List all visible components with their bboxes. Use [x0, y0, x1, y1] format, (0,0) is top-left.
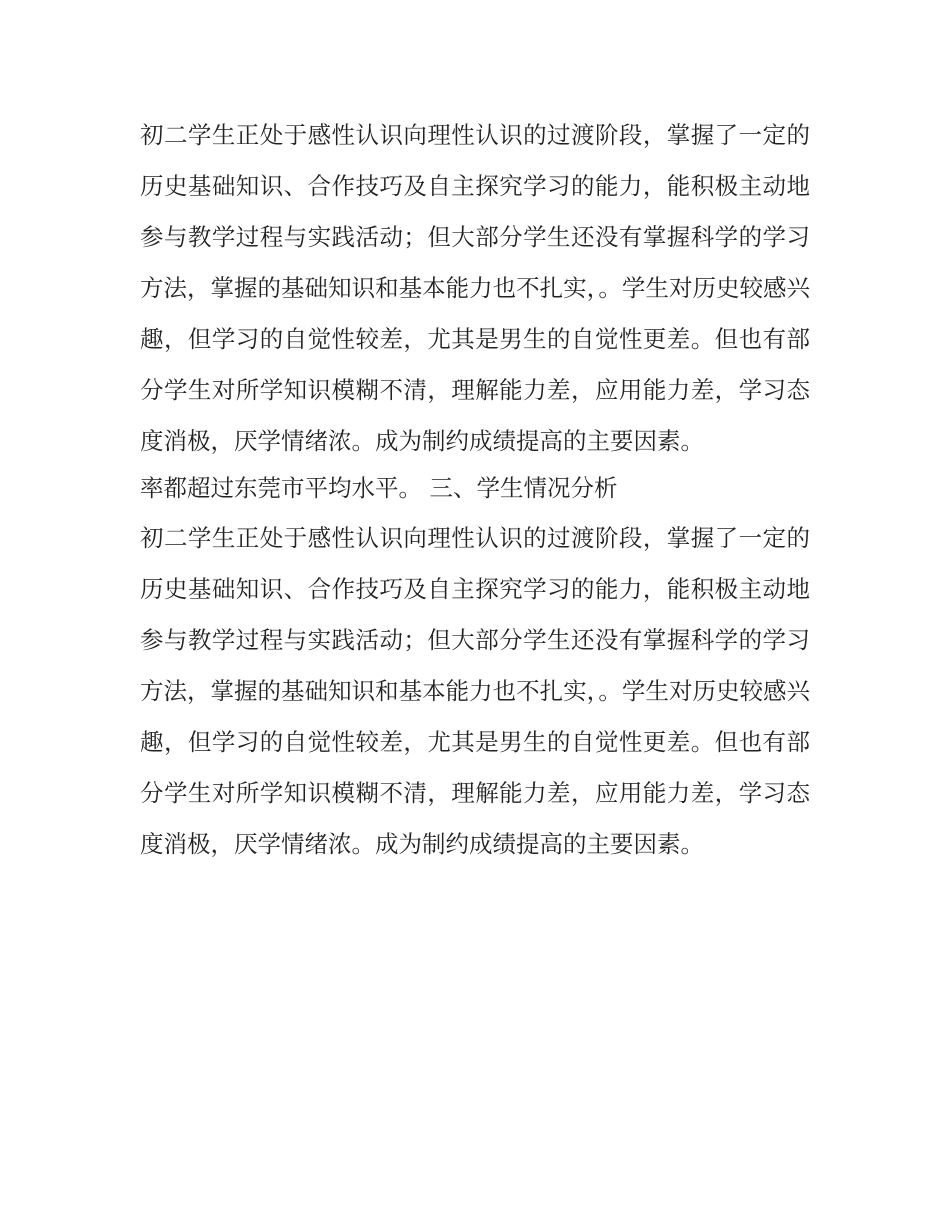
paragraph-student-analysis-2: 初二学生正处于感性认识向理性认识的过渡阶段，掌握了一定的历史基础知识、合作技巧及自主探究学习的能力，能积极主动地参与教学过程与实践活动；但大部分学生还没有掌握科学的学习方法，掌握的基础知识和基本能力也不扎实，。学生对历史较感兴趣，但学习的自觉性较差，尤其是男生的自觉性更差。但也有部分学生对所学知识模糊不清，理解能力差，应用能力差，学习态度消极，厌学情绪浓。成为制约成绩提高的主要因素。 [140, 524, 810, 858]
paragraph-student-analysis-1: 初二学生正处于感性认识向理性认识的过渡阶段，掌握了一定的历史基础知识、合作技巧及自主探究学习的能力，能积极主动地参与教学过程与实践活动；但大部分学生还没有掌握科学的学习方法，掌握的基础知识和基本能力也不扎实，。学生对历史较感兴趣，但学习的自觉性较差，尤其是男生的自觉性更差。但也有部分学生对所学知识模糊不清，理解能力差，应用能力差，学习态度消极，厌学情绪浓。成为制约成绩提高的主要因素。 [140, 121, 810, 455]
paragraph-section-heading: 率都超过东莞市平均水平。 三、学生情况分析 [140, 474, 618, 502]
document-body [140, 110, 810, 870]
